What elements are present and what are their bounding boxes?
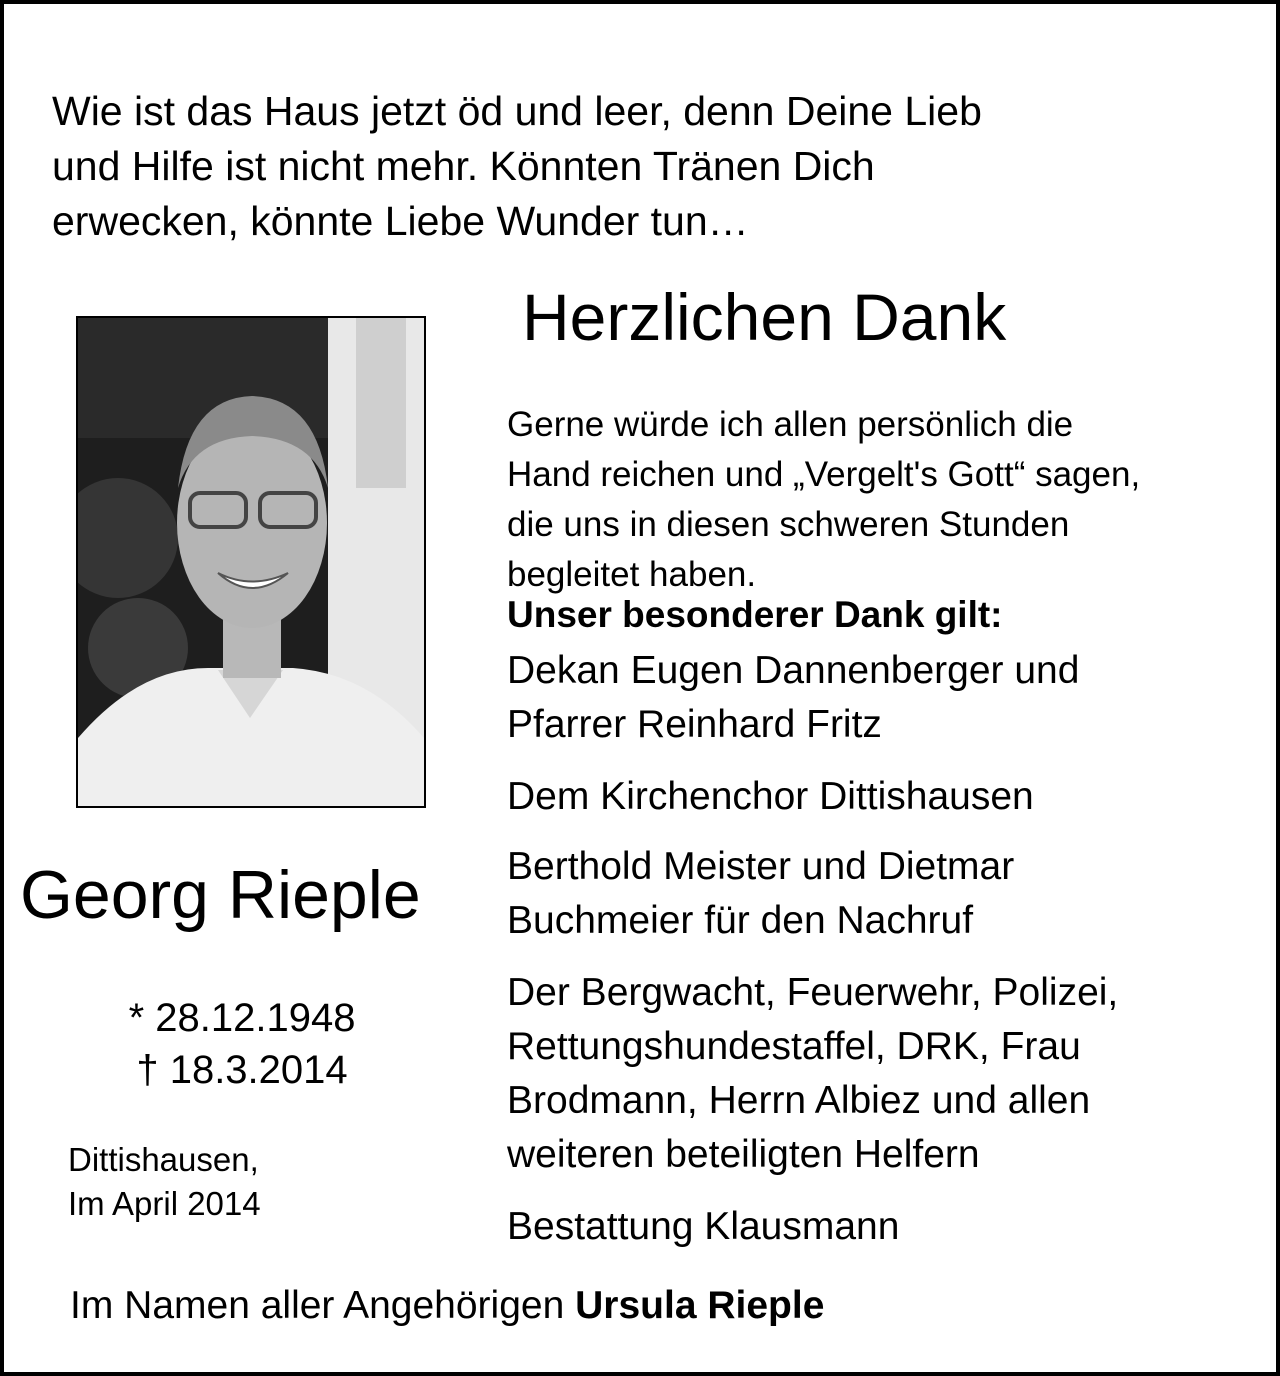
intro-line: die uns in diesen schweren Stunden <box>507 505 1070 544</box>
intro-line: begleitet haben. <box>507 555 757 594</box>
thanks-group-funeral-home <box>507 1200 899 1254</box>
thanks-group-eulogy <box>507 840 1014 948</box>
place-and-date <box>68 1138 261 1226</box>
deceased-name: Georg Rieple <box>20 857 421 933</box>
birth-date: * 28.12.1948 <box>128 996 356 1040</box>
poem <box>52 84 982 249</box>
portrait-photo <box>76 316 426 808</box>
place-date: Im April 2014 <box>68 1185 261 1222</box>
life-dates <box>112 992 372 1096</box>
signature-prefix: Im Namen aller Angehörigen <box>70 1284 565 1327</box>
thanks-heading: Herzlichen Dank <box>522 280 1007 354</box>
place-town: Dittishausen, <box>68 1141 259 1178</box>
thanks-group-helpers <box>507 966 1118 1182</box>
thanks-line: Rettungshundestaffel, DRK, Frau <box>507 1025 1081 1068</box>
thanks-line: Pfarrer Reinhard Fritz <box>507 703 882 746</box>
poem-line: Wie ist das Haus jetzt öd und leer, denn Deine Lieb <box>52 88 982 134</box>
intro-text <box>507 400 1140 600</box>
special-thanks-heading: Unser besonderer Dank gilt: <box>507 594 1003 635</box>
thanks-line: Berthold Meister und Dietmar <box>507 845 1015 888</box>
thanks-line: Dem Kirchenchor Dittishausen <box>507 775 1034 818</box>
poem-line: und Hilfe ist nicht mehr. Könnten Tränen Dich <box>52 143 875 189</box>
death-date: † 18.3.2014 <box>136 1048 348 1092</box>
poem-line: erwecken, könnte Liebe Wunder tun… <box>52 198 749 244</box>
portrait-image <box>78 318 424 806</box>
intro-line: Gerne würde ich allen persönlich die <box>507 405 1074 444</box>
thanks-line: Dekan Eugen Dannenberger und <box>507 649 1080 692</box>
thanks-group-choir <box>507 770 1034 824</box>
thanks-line: weiteren beteiligten Helfern <box>507 1133 980 1176</box>
signature-name: Ursula Rieple <box>575 1284 825 1327</box>
thanks-group-clergy <box>507 644 1079 752</box>
intro-line: Hand reichen und „Vergelt's Gott“ sagen, <box>507 455 1141 494</box>
signature-line <box>70 1284 824 1329</box>
thanks-line: Brodmann, Herrn Albiez und allen <box>507 1079 1091 1122</box>
thanks-line: Buchmeier für den Nachruf <box>507 899 974 942</box>
thanks-line: Der Bergwacht, Feuerwehr, Polizei, <box>507 971 1119 1014</box>
thanks-line: Bestattung Klausmann <box>507 1205 900 1248</box>
